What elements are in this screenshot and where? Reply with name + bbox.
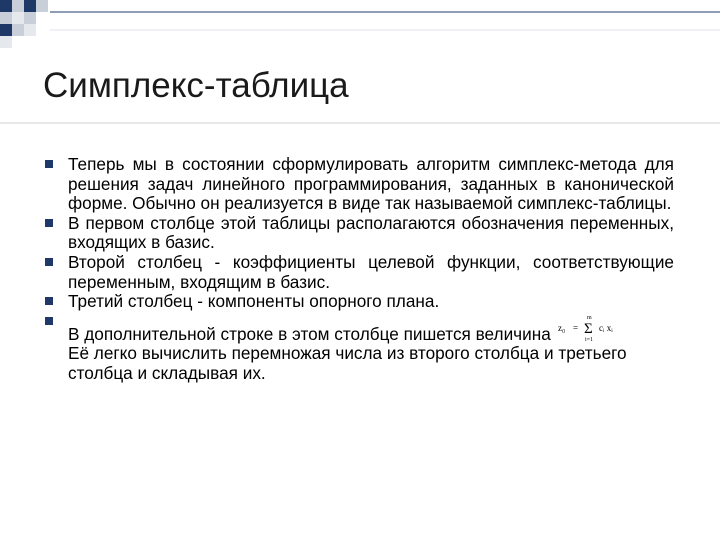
bullet-item bbox=[44, 312, 674, 384]
corner-decoration bbox=[0, 0, 720, 50]
bullet-marker bbox=[45, 258, 53, 266]
formula-image bbox=[556, 312, 634, 342]
bullet-list bbox=[44, 155, 674, 384]
formula-equals: = bbox=[572, 322, 578, 333]
bullet-text: Второй столбец - коэффициенты целевой функции, соответствующие переменным, входящим в базис. bbox=[68, 251, 674, 292]
bullet-marker bbox=[45, 317, 53, 325]
bullet-marker bbox=[45, 219, 53, 227]
formula-upper: m bbox=[586, 314, 592, 321]
slide-title: Симплекс-таблица bbox=[43, 66, 349, 105]
formula-lhs: z₀ bbox=[557, 322, 565, 333]
bullet-item bbox=[44, 292, 674, 312]
formula-body: cᵢ xᵢ bbox=[598, 322, 613, 333]
bullet-item bbox=[44, 253, 674, 292]
bullet-marker bbox=[45, 160, 53, 168]
formula-lower: i=1 bbox=[584, 336, 593, 342]
bullet-text: В первом столбце этой таблицы располагаются обозначения переменных, входящих в базис. bbox=[68, 212, 674, 253]
title-divider bbox=[0, 122, 720, 124]
bullet-text: Третий столбец - компоненты опорного плана. bbox=[68, 291, 440, 312]
formula-sigma: Σ bbox=[583, 320, 593, 337]
bullet-item bbox=[44, 214, 674, 253]
bullet-item bbox=[44, 155, 674, 214]
bullet-continuation: Её легко вычислить перемножая числа из второго столбца и третьего столбца и складывая их. bbox=[68, 343, 627, 383]
bullet-marker bbox=[45, 297, 53, 305]
bullet-text: В дополнительной строке в этом столбце пишется величина bbox=[68, 323, 551, 344]
bullet-text: Теперь мы в состоянии сформулировать алгоритм симплекс-метода для решения задач линейного программирования, заданных в канонической форме. Обычно он реализуется в виде так называемой симплекс-таблицы. bbox=[68, 154, 674, 214]
